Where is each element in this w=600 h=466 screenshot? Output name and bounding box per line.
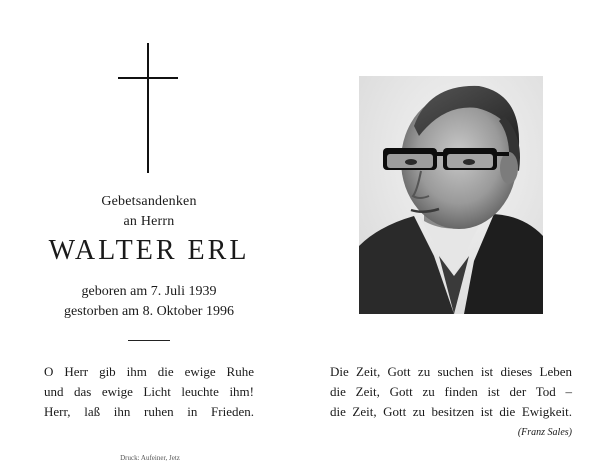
quote-line: die Zeit, Gott zu finden ist der Tod – [330, 384, 572, 399]
life-dates [40, 282, 258, 322]
cross-icon [118, 43, 178, 173]
divider-line [128, 340, 170, 341]
portrait-photo [359, 76, 543, 314]
prayer-text [44, 362, 254, 422]
quote-author: (Franz Sales) [517, 427, 572, 438]
printer-credit: Druck: Aufeiner, Jetz [120, 454, 180, 462]
birth-date: geboren am 7. Juli 1939 [81, 284, 217, 299]
prayer-line: Herr, laß ihn ruhen in Frieden. [44, 404, 254, 419]
prayer-line: und das ewige Licht leuchte ihm! [44, 384, 254, 399]
quote-line: die Zeit, Gott zu besitzen ist die Ewigkeit. [330, 404, 572, 419]
prayer-line: O Herr gib ihm die ewige Ruhe [44, 364, 254, 379]
deceased-name: WALTER ERL [48, 235, 250, 266]
death-date: gestorben am 8. Oktober 1996 [64, 304, 234, 319]
intro-line-2: an Herrn [123, 214, 175, 229]
intro-text [40, 192, 258, 232]
quote-text [330, 362, 572, 442]
quote-line: Die Zeit, Gott zu suchen ist dieses Leben [330, 364, 572, 379]
intro-line-1: Gebetsandenken [101, 194, 197, 209]
